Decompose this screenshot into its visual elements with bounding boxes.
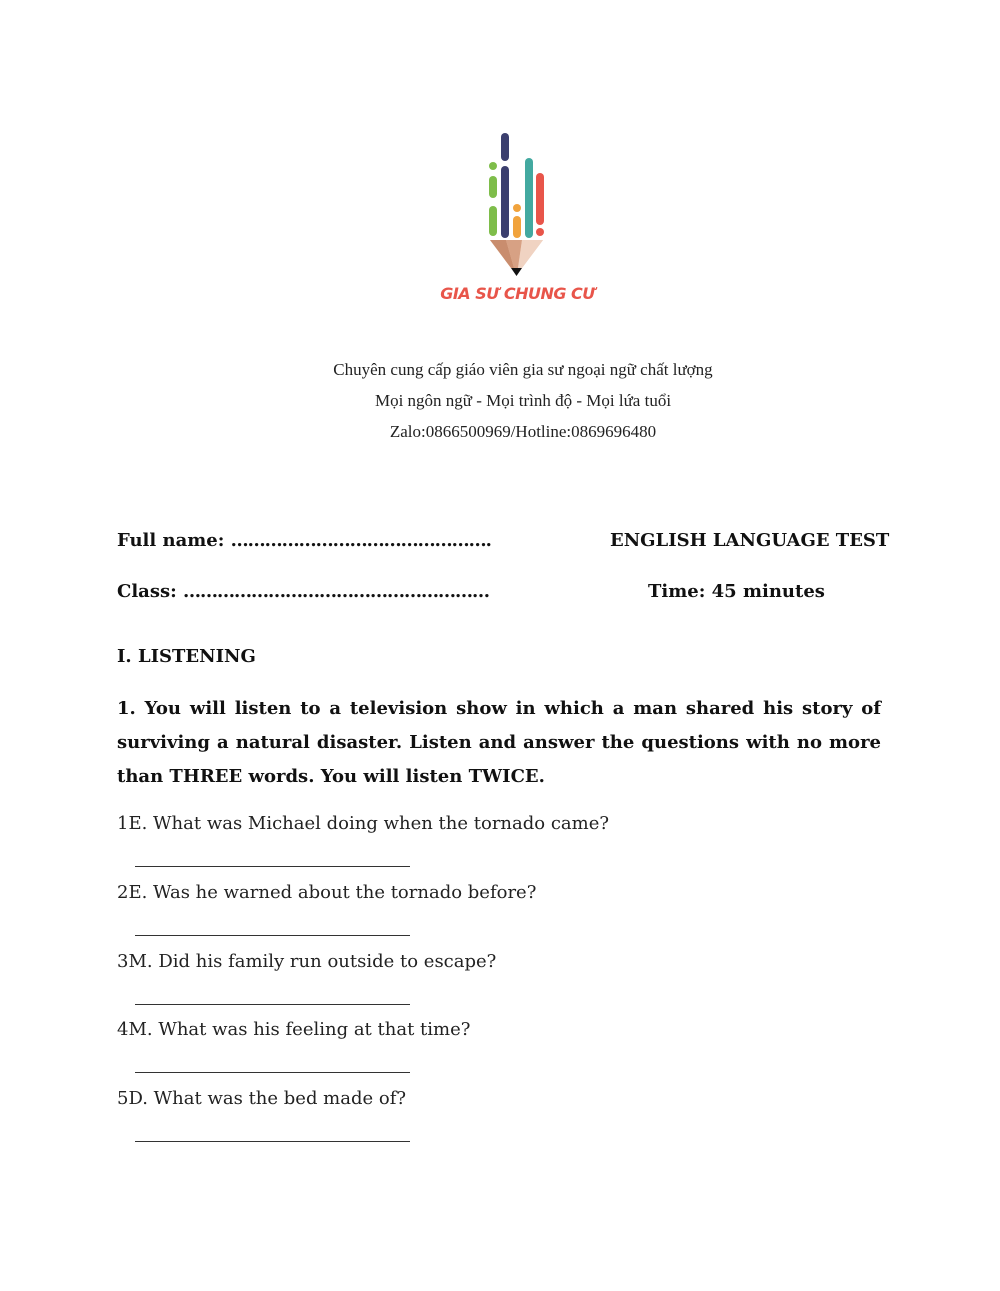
section-title: I. LISTENING xyxy=(117,646,256,667)
question-1: 1E. What was Michael doing when the tornado came? xyxy=(117,813,610,834)
full-name-label: Full name: xyxy=(117,530,225,551)
question-4: 4M. What was his feeling at that time? xyxy=(117,1019,471,1040)
question-2: 2E. Was he warned about the tornado before? xyxy=(117,882,537,903)
question-5: 5D. What was the bed made of? xyxy=(117,1088,407,1109)
full-name-field[interactable]: ………………………………………. xyxy=(230,530,491,551)
brand-name: GIA SƯ CHUNG CƯ xyxy=(440,284,595,303)
answer-line-3[interactable] xyxy=(135,1004,410,1005)
question-3: 3M. Did his family run outside to escape? xyxy=(117,951,497,972)
answer-line-5[interactable] xyxy=(135,1141,410,1142)
pencil-bars-logo-icon xyxy=(470,128,562,288)
class-field[interactable]: ……………………………………………… xyxy=(183,581,490,602)
test-title: ENGLISH LANGUAGE TEST xyxy=(610,530,890,551)
answer-line-1[interactable] xyxy=(135,866,410,867)
class-row xyxy=(117,581,489,602)
center-header xyxy=(0,358,1000,451)
test-time: Time: 45 minutes xyxy=(648,581,825,602)
answer-line-2[interactable] xyxy=(135,935,410,936)
answer-line-4[interactable] xyxy=(135,1072,410,1073)
header-contact: Zalo:0866500969/Hotline:0869696480 xyxy=(389,422,657,441)
full-name-row xyxy=(117,530,491,551)
class-label: Class: xyxy=(117,581,177,602)
header-slogan: Mọi ngôn ngữ - Mọi trình độ - Mọi lứa tuổi xyxy=(374,391,672,410)
section-instruction: 1. You will listen to a television show in which a man shared his story of surviving a natural disaster. Listen and answer the questions with no more than THREE words. You will listen TWICE. xyxy=(117,698,881,787)
header-tagline: Chuyên cung cấp giáo viên gia sư ngoại ngữ chất lượng xyxy=(333,360,713,379)
